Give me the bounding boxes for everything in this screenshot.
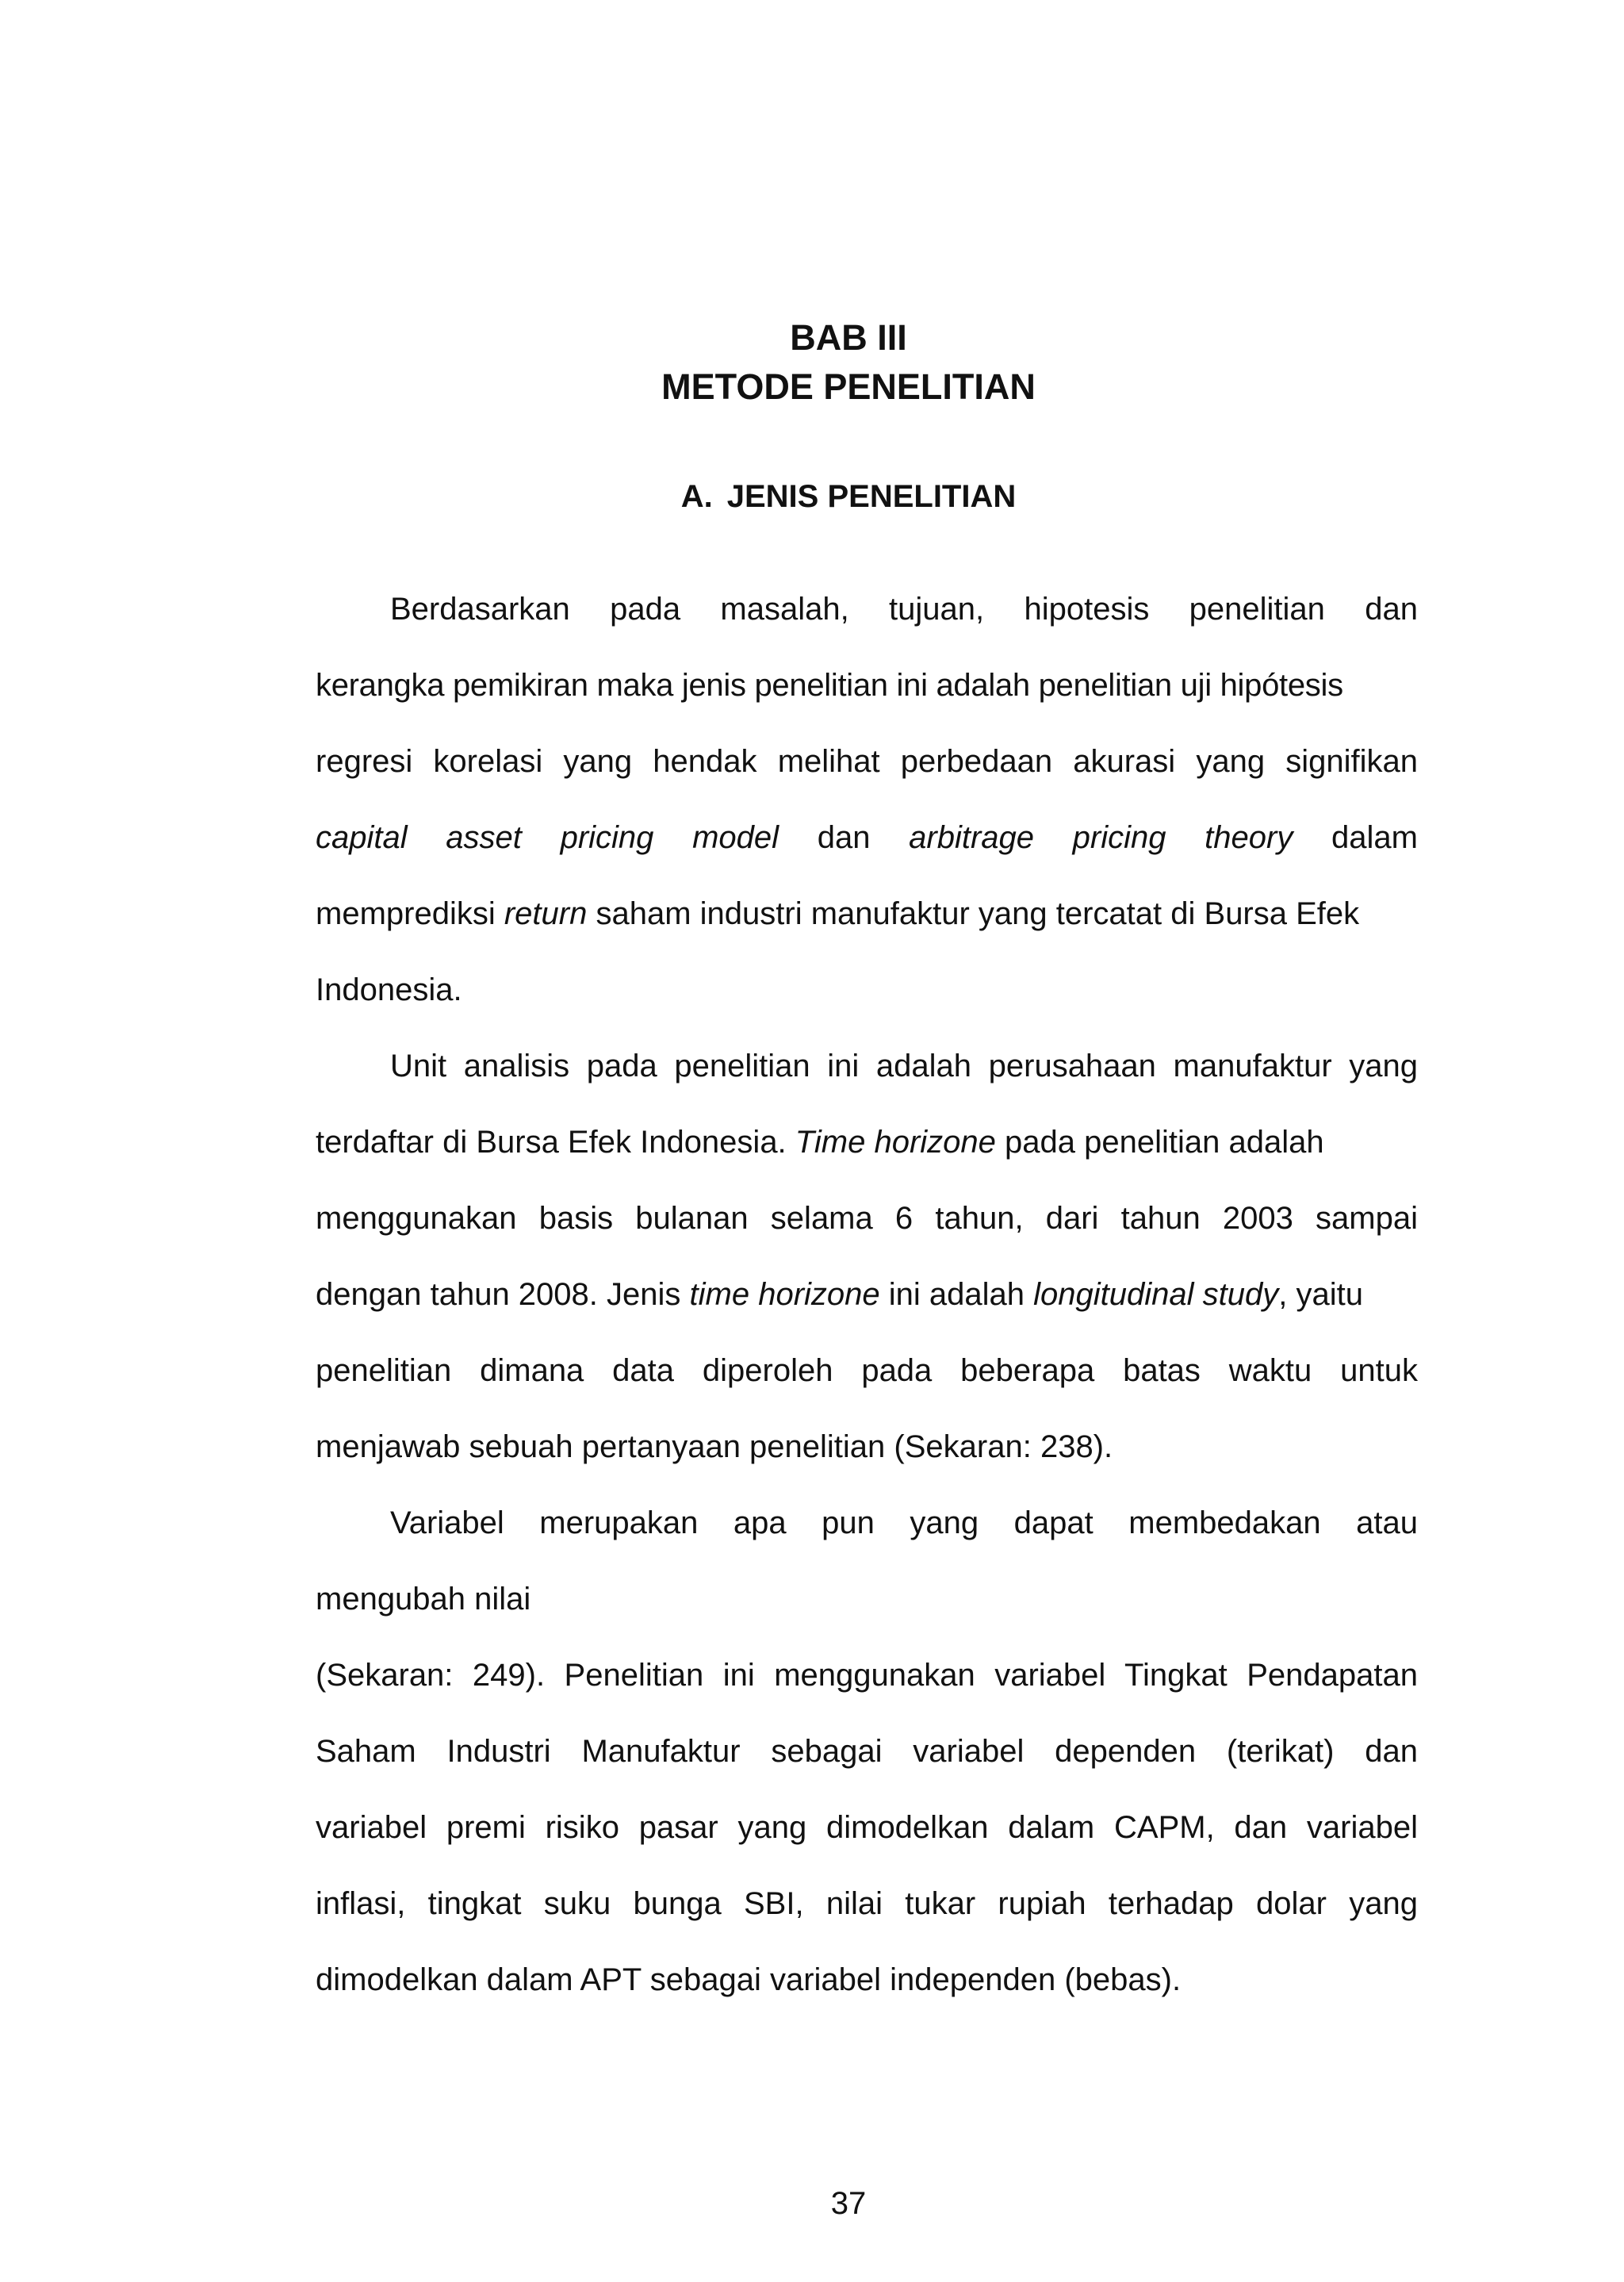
term-apt: arbitrage pricing theory: [909, 820, 1293, 855]
text-dalam: dalam: [1331, 820, 1418, 855]
paragraph-2-line-1: Unit analisis pada penelitian ini adalah perusahaan manufaktur yang: [390, 1049, 1418, 1083]
term-longitudinal-study: longitudinal study: [1033, 1277, 1279, 1312]
paragraph-1-line-4: [316, 819, 1418, 857]
paragraph-2-line-5: penelitian dimana data diperoleh pada beberapa batas waktu untuk: [316, 1353, 1418, 1388]
paragraph-3-line-3: (Sekaran: 249). Penelitian ini menggunakan variabel Tingkat Pendapatan: [316, 1658, 1418, 1693]
text-segment: terdaftar di Bursa Efek Indonesia.: [316, 1125, 795, 1160]
paragraph-3-line-7: dimodelkan dalam APT sebagai variabel independen (bebas).: [316, 1962, 1182, 1997]
paragraph-1-line-3: regresi korelasi yang hendak melihat perbedaan akurasi yang signifikan: [316, 744, 1418, 779]
paragraph-3-line-2: mengubah nilai: [316, 1582, 531, 1617]
text-segment: pada penelitian adalah: [995, 1125, 1324, 1160]
term-capm: capital asset pricing model: [316, 820, 779, 855]
paragraph-2-line-4: [316, 1275, 1418, 1314]
paragraph-1-line-1: Berdasarkan pada masalah, tujuan, hipotesis penelitian dan: [390, 592, 1418, 627]
paragraph-2-line-2: [316, 1123, 1418, 1161]
term-time-horizone: Time horizone: [795, 1125, 996, 1160]
text-segment: , yaitu: [1278, 1277, 1363, 1312]
paragraph-1-line-2: kerangka pemikiran maka jenis penelitian ini adalah penelitian uji hipótesis: [316, 668, 1343, 703]
page-number: 37: [830, 2186, 867, 2221]
paragraph-3-line-5: variabel premi risiko pasar yang dimodelkan dalam CAPM, dan variabel: [316, 1810, 1418, 1845]
paragraph-3-line-4: Saham Industri Manufaktur sebagai variabel dependen (terikat) dan: [316, 1734, 1418, 1769]
paragraph-1-line-6: Indonesia.: [316, 972, 462, 1007]
text-segment: dengan tahun 2008. Jenis: [316, 1277, 690, 1312]
term-time-horizone: time horizone: [689, 1277, 880, 1312]
text-segment: ini adalah: [879, 1277, 1034, 1312]
term-return: return: [504, 896, 588, 931]
paragraph-3-line-6: inflasi, tingkat suku bunga SBI, nilai tukar rupiah terhadap dolar yang: [316, 1886, 1418, 1921]
section-letter: A.: [680, 479, 713, 514]
chapter-number: BAB III: [790, 317, 907, 358]
section-title: JENIS PENELITIAN: [726, 479, 1017, 514]
paragraph-2-line-3: menggunakan basis bulanan selama 6 tahun, dari tahun 2003 sampai: [316, 1201, 1418, 1236]
paragraph-3-line-1: Variabel merupakan apa pun yang dapat membedakan atau: [390, 1505, 1418, 1540]
text-dan: dan: [817, 820, 871, 855]
paragraph-1-line-5: [316, 895, 1418, 933]
paragraph-2-line-6: menjawab sebuah pertanyaan penelitian (Sekaran: 238).: [316, 1429, 1113, 1464]
chapter-heading: [0, 313, 1624, 412]
section-heading: [0, 479, 1624, 515]
text-segment: saham industri manufaktur yang tercatat di Bursa Efek: [587, 896, 1360, 931]
chapter-title: METODE PENELITIAN: [661, 366, 1036, 407]
text-segment: memprediksi: [316, 896, 504, 931]
